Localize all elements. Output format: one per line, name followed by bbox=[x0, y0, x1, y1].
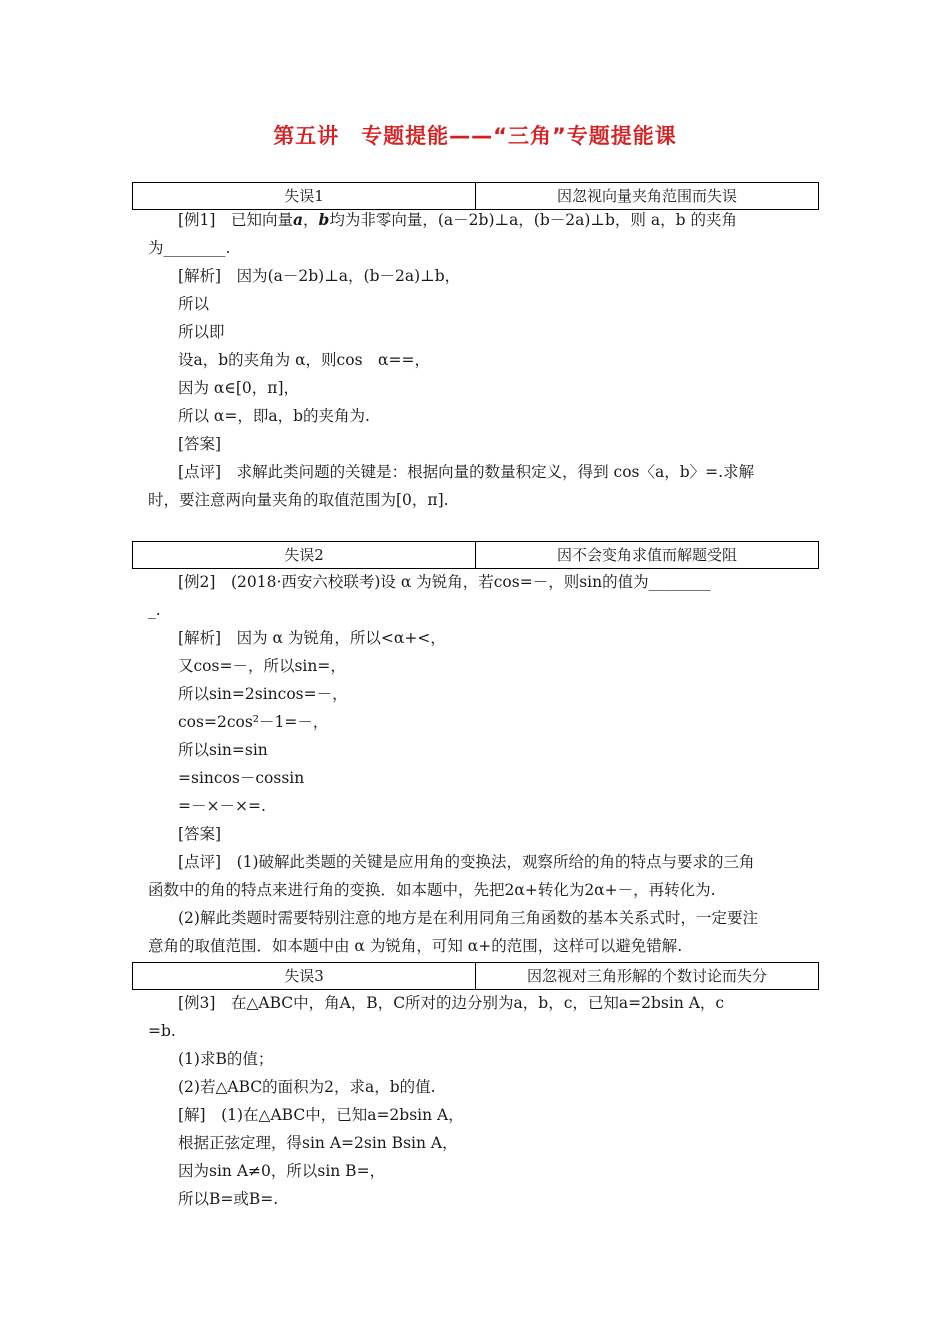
question-line: (1)求B的值； bbox=[178, 1050, 274, 1068]
error-label: 失误2 bbox=[133, 542, 476, 568]
solution-line: [解] (1)在△ABC中，已知a=2bsin A， bbox=[178, 1106, 464, 1124]
answer-label: [答案] bbox=[178, 435, 222, 453]
comment-line: 意角的取值范围．如本题中由 α 为锐角，可知 α+的范围，这样可以避免错解. bbox=[148, 937, 683, 955]
analysis-line: 所以即 bbox=[178, 323, 225, 341]
example-1-line-2: 为________. bbox=[148, 239, 231, 257]
page-title: 第五讲 专题提能——“三角”专题提能课 bbox=[273, 124, 677, 148]
example-3-line-1: [例3] 在△ABC中，角A，B，C所对的边分别为a，b，c，已知a=2bsin A，c bbox=[178, 994, 725, 1012]
error-label: 失误1 bbox=[133, 183, 476, 209]
comment-line: [点评] 求解此类问题的关键是：根据向量的数量积定义，得到 cos〈a，b〉=.求解 bbox=[178, 463, 755, 481]
analysis-line: 所以 α=，即a，b的夹角为. bbox=[178, 407, 370, 425]
error-header-table-2 bbox=[132, 541, 819, 569]
solution-line: 所以B=或B=. bbox=[178, 1190, 279, 1208]
error-label: 失误3 bbox=[133, 963, 476, 989]
error-description: 因忽视对三角形解的个数讨论而失分 bbox=[526, 967, 767, 985]
example-2-line-2: _. bbox=[148, 601, 161, 619]
error-description: 因不会变角求值而解题受阻 bbox=[556, 546, 737, 564]
error-header-table-1 bbox=[132, 182, 819, 210]
solution-line: 因为sin A≠0，所以sin B=， bbox=[178, 1162, 386, 1180]
solution-line: 根据正弦定理，得sin A=2sin Bsin A， bbox=[178, 1134, 458, 1152]
comment-line: [点评] (1)破解此类题的关键是应用角的变换法，观察所给的角的特点与要求的三角 bbox=[178, 853, 755, 871]
question-line: (2)若△ABC的面积为2，求a，b的值. bbox=[178, 1078, 436, 1096]
analysis-line: 设a，b的夹角为 α，则cos α==， bbox=[178, 351, 430, 369]
analysis-line: 因为 α∈[0，π]， bbox=[178, 379, 300, 397]
comment-line: (2)解此类题时需要特别注意的地方是在利用同角三角函数的基本关系式时，一定要注 bbox=[178, 909, 758, 927]
example-2-line-1: [例2] (2018·西安六校联考)设 α 为锐角，若cos=－，则sin的值为________ bbox=[178, 573, 711, 591]
error-description: 因忽视向量夹角范围而失误 bbox=[556, 187, 737, 205]
error-header-table-3 bbox=[132, 962, 819, 990]
analysis-line: [解析] 因为 α 为锐角，所以<α+<， bbox=[178, 629, 446, 647]
analysis-line: =－×－×=. bbox=[178, 797, 266, 815]
analysis-line: =sincos－cossin bbox=[178, 769, 305, 787]
example-1-line-1: [例1] 已知向量a，b均为非零向量，(a－2b)⊥a，(b－2a)⊥b，则 a，b 的夹角 bbox=[178, 210, 737, 229]
analysis-line: 所以 bbox=[178, 295, 210, 313]
comment-line: 时，要注意两向量夹角的取值范围为[0，π]. bbox=[148, 491, 449, 509]
analysis-line: [解析] 因为(a－2b)⊥a，(b－2a)⊥b， bbox=[178, 267, 461, 285]
example-3-line-2: =b. bbox=[148, 1022, 176, 1040]
vector-b: b bbox=[318, 210, 330, 229]
comment-line: 函数中的角的特点来进行角的变换．如本题中，先把2α+转化为2α+－，再转化为. bbox=[148, 881, 716, 899]
analysis-line: cos=2cos²－1=－， bbox=[178, 713, 329, 731]
analysis-line: 所以sin=2sincos=－， bbox=[178, 685, 348, 703]
answer-label: [答案] bbox=[178, 825, 222, 843]
analysis-line: 又cos=－，所以sin=， bbox=[178, 657, 346, 675]
vector-a: a bbox=[292, 210, 304, 229]
analysis-line: 所以sin=sin bbox=[178, 741, 268, 759]
